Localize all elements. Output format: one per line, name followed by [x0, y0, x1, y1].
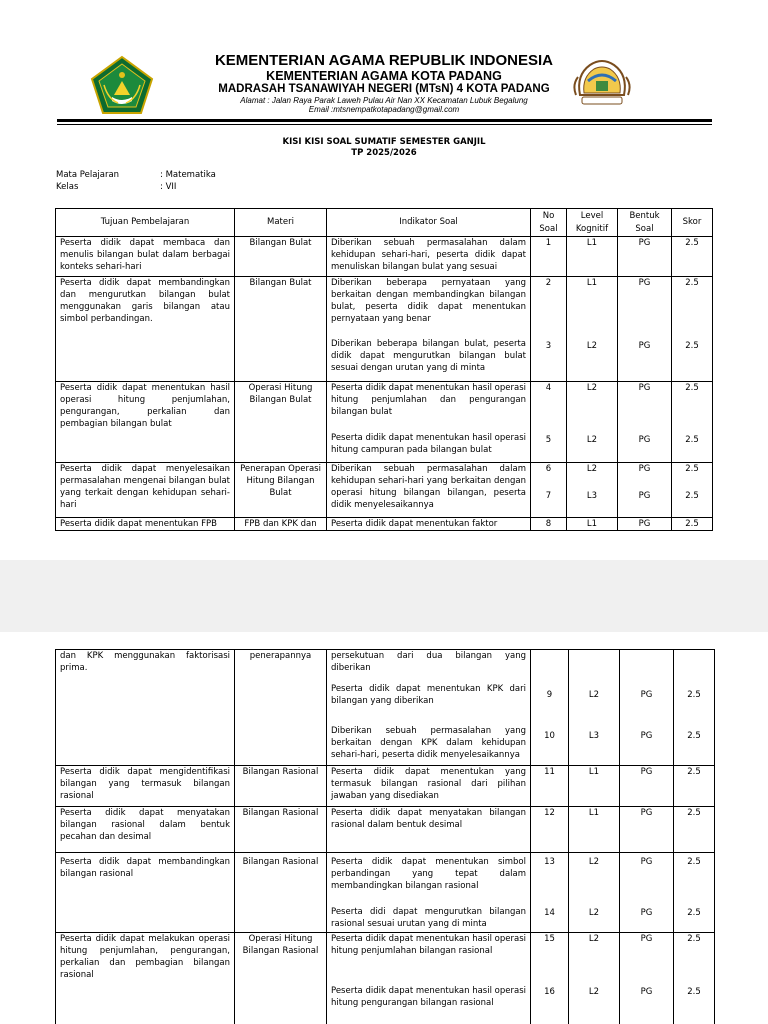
no-item — [535, 650, 564, 689]
letterhead-line-2: KEMENTERIAN AGAMA KOTA PADANG — [266, 69, 502, 83]
cell-level: L1 — [567, 237, 618, 277]
cell-level: L1 — [567, 518, 618, 531]
cell-skor — [674, 650, 715, 766]
cell-no — [531, 933, 569, 1024]
cell-indikator: Peserta didik dapat menyatakan bilangan rasional dalam bentuk desimal — [327, 807, 531, 853]
cell-skor: 2.5 — [672, 237, 713, 277]
indikator-item: Diberikan beberapa bilangan bulat, peserta didik dapat mengurutkan bilangan bulat sesuai dengan urutan yang di minta — [331, 339, 526, 374]
cell-materi: Bilangan Rasional — [235, 807, 327, 853]
document-page-2 — [0, 632, 768, 1024]
table-row — [56, 382, 713, 463]
table-row — [56, 518, 713, 531]
cell-materi: Operasi Hitung Bilangan Bulat — [235, 382, 327, 463]
cell-materi: Penerapan Operasi Hitung Bilangan Bulat — [235, 463, 327, 518]
cell-materi: Bilangan Bulat — [235, 277, 327, 382]
skor-item: 2.5 — [685, 383, 699, 393]
no-item: 5 — [545, 435, 552, 445]
meta-subject — [56, 170, 356, 182]
table-row — [56, 650, 715, 766]
level-item: L2 — [588, 690, 600, 700]
header-materi: Materi — [235, 209, 327, 237]
indikator-item: Peserta didik dapat menentukan hasil operasi hitung campuran pada bilangan bulat — [331, 433, 526, 456]
level-item: L2 — [588, 987, 600, 997]
table-row — [56, 853, 715, 933]
table-row — [56, 807, 715, 853]
cell-skor: 2.5 — [672, 518, 713, 531]
cell-bentuk — [618, 277, 672, 382]
table-row — [56, 766, 715, 807]
cell-skor — [672, 277, 713, 382]
indikator-item: Diberikan beberapa pernyataan yang berkaitan dengan membandingkan bilangan bulat, peserta didik dapat menentukan pernyataan yang benar — [331, 278, 526, 325]
level-item: L2 — [586, 383, 598, 393]
meta-subject-value: : Matematika — [160, 170, 216, 180]
letterhead-line-3: MADRASAH TSANAWIYAH NEGERI (MTsN) 4 KOTA PADANG — [218, 83, 550, 95]
skor-item: 2.5 — [685, 435, 699, 445]
level-item — [573, 650, 615, 689]
letterhead-rule-thick — [57, 119, 712, 122]
skor-item: 2.5 — [685, 464, 699, 474]
bentuk-item: PG — [638, 435, 651, 445]
level-item: L2 — [588, 934, 600, 944]
cell-tujuan: Peserta didik dapat membaca dan menulis bilangan bulat dalam berbagai konteks sehari-hari — [56, 237, 235, 277]
cell-indikator: Peserta didik dapat menentukan faktor — [327, 518, 531, 531]
cell-indikator — [327, 933, 531, 1024]
level-item: L2 — [588, 908, 600, 918]
cell-tujuan: Peserta didik dapat menentukan hasil operasi hitung penjumlahan, pengurangan, perkalian dan pembagian bilangan bulat — [56, 382, 235, 463]
letterhead — [0, 0, 768, 130]
header-bentuk: Bentuk Soal — [618, 209, 672, 237]
no-item: 16 — [544, 987, 555, 997]
cell-skor: 2.5 — [674, 807, 715, 853]
bentuk-item: PG — [638, 341, 651, 351]
skor-item: 2.5 — [687, 908, 701, 918]
cell-skor: 2.5 — [674, 766, 715, 807]
cell-bentuk: PG — [618, 237, 672, 277]
cell-bentuk — [618, 382, 672, 463]
bentuk-item: PG — [638, 383, 651, 393]
header-no: No Soal — [531, 209, 567, 237]
cell-bentuk — [620, 650, 674, 766]
bentuk-item: PG — [638, 491, 651, 501]
cell-no — [531, 853, 569, 933]
bentuk-item: PG — [640, 857, 653, 867]
table-row — [56, 463, 713, 518]
cell-indikator — [327, 277, 531, 382]
cell-bentuk — [620, 853, 674, 933]
bentuk-item: PG — [638, 278, 651, 288]
kisi-table-page-1 — [55, 208, 713, 531]
cell-indikator — [327, 853, 531, 933]
level-item: L2 — [588, 857, 600, 867]
no-item: 7 — [545, 491, 552, 501]
meta-class-label: Kelas — [56, 182, 79, 192]
level-item: L2 — [586, 435, 598, 445]
no-item: 9 — [546, 690, 553, 700]
level-item: L1 — [586, 278, 598, 288]
indikator-item: Diberikan sebuah permasalahan yang berkaitan dengan KPK dalam kehidupan sehari-hari, peserta didik menyelesaikannya — [331, 726, 526, 761]
cell-materi: Bilangan Bulat — [235, 237, 327, 277]
indikator-item: persekutuan dari dua bilangan yang diberikan — [331, 651, 526, 674]
cell-level: L1 — [569, 807, 620, 853]
cell-no — [531, 277, 567, 382]
no-item: 14 — [544, 908, 555, 918]
bentuk-item: PG — [640, 731, 653, 741]
cell-indikator: Diberikan sebuah permasalahan dalam kehidupan sehari-hari, peserta didik dapat menuliskan bilangan bulat yang sesuai — [327, 237, 531, 277]
indikator-item: Peserta didi dapat mengurutkan bilangan rasional sesuai urutan yang di minta — [331, 907, 526, 930]
cell-level — [569, 650, 620, 766]
no-item: 4 — [545, 383, 552, 393]
header-tujuan: Tujuan Pembelajaran — [56, 209, 235, 237]
table-row — [56, 237, 713, 277]
skor-item — [678, 650, 710, 689]
meta-class-value: : VII — [160, 182, 177, 192]
cell-no: 12 — [531, 807, 569, 853]
cell-tujuan: dan KPK menggunakan faktorisasi prima. — [56, 650, 235, 766]
cell-materi: Bilangan Rasional — [235, 853, 327, 933]
skor-item: 2.5 — [687, 857, 701, 867]
skor-item: 2.5 — [687, 987, 701, 997]
cell-indikator: Diberikan sebuah permasalahan dalam kehidupan sehari-hari yang berkaitan dengan operasi hitung bilangan bilangan, peserta didik menyelesaikannya — [327, 463, 531, 518]
no-item: 2 — [545, 278, 552, 288]
cell-tujuan: Peserta didik dapat mengidentifikasi bilangan yang termasuk bilangan rasional — [56, 766, 235, 807]
cell-bentuk: PG — [620, 766, 674, 807]
letterhead-email: Email :mtsnempatkotapadang@gmail.com — [308, 105, 460, 114]
cell-level — [567, 463, 618, 518]
cell-indikator: Peserta didik dapat menentukan yang termasuk bilangan rasional dari pilihan jawaban yang disediakan — [327, 766, 531, 807]
cell-tujuan: Peserta didik dapat menyatakan bilangan rasional dalam bentuk pecahan dan desimal — [56, 807, 235, 853]
document-year: TP 2025/2026 — [351, 148, 417, 158]
cell-bentuk: PG — [618, 518, 672, 531]
skor-item: 2.5 — [687, 731, 701, 741]
cell-bentuk: PG — [620, 807, 674, 853]
level-item: L3 — [586, 491, 598, 501]
kisi-table-page-2 — [55, 649, 715, 1024]
bentuk-item: PG — [640, 690, 653, 700]
cell-tujuan: Peserta didik dapat menentukan FPB — [56, 518, 235, 531]
cell-skor — [672, 463, 713, 518]
cell-no: 8 — [531, 518, 567, 531]
table-row — [56, 933, 715, 1024]
indikator-item: Peserta didik dapat menentukan hasil operasi hitung penjumlahan dan pengurangan bilangan bulat — [331, 383, 526, 418]
no-item: 13 — [544, 857, 555, 867]
indikator-item: Peserta didik dapat menentukan hasil operasi hitung pengurangan bilangan rasional — [331, 986, 526, 1009]
header-indikator: Indikator Soal — [327, 209, 531, 237]
no-item: 10 — [544, 731, 555, 741]
cell-no — [531, 382, 567, 463]
indikator-item: Peserta didik dapat menentukan KPK dari bilangan yang diberikan — [331, 684, 526, 707]
cell-skor — [672, 382, 713, 463]
header-level: Level Kognitif — [567, 209, 618, 237]
cell-level — [567, 382, 618, 463]
meta-subject-label: Mata Pelajaran — [56, 170, 120, 180]
table-header-row — [56, 209, 713, 237]
bentuk-item: PG — [640, 987, 653, 997]
meta-class — [56, 182, 356, 194]
no-item: 6 — [545, 464, 552, 474]
cell-tujuan: Peserta didik dapat membandingkan dan mengurutkan bilangan bulat menggunakan garis bilangan atau simbol perbandingan. — [56, 277, 235, 382]
no-item: 3 — [545, 341, 552, 351]
cell-no — [531, 650, 569, 766]
letterhead-line-1: KEMENTERIAN AGAMA REPUBLIK INDONESIA — [214, 52, 554, 69]
bentuk-item: PG — [640, 908, 653, 918]
skor-item: 2.5 — [687, 690, 701, 700]
level-item: L3 — [588, 731, 600, 741]
cell-indikator — [327, 382, 531, 463]
cell-indikator — [327, 650, 531, 766]
cell-no: 1 — [531, 237, 567, 277]
letterhead-address: Alamat : Jalan Raya Parak Laweh Pulau Air Nan XX Kecamatan Lubuk Begalung — [240, 96, 528, 105]
cell-level — [567, 277, 618, 382]
cell-skor — [674, 933, 715, 1024]
cell-materi: Operasi Hitung Bilangan Rasional — [235, 933, 327, 1024]
cell-bentuk — [618, 463, 672, 518]
cell-level — [569, 933, 620, 1024]
cell-no — [531, 463, 567, 518]
cell-tujuan: Peserta didik dapat melakukan operasi hitung penjumlahan, pengurangan, perkalian dan pembagian bilangan rasional — [56, 933, 235, 1024]
header-skor: Skor — [672, 209, 713, 237]
document-title: KISI KISI SOAL SUMATIF SEMESTER GANJIL — [282, 137, 486, 147]
bentuk-item — [624, 650, 669, 689]
cell-tujuan: Peserta didik dapat membandingkan bilangan rasional — [56, 853, 235, 933]
level-item: L2 — [586, 464, 598, 474]
skor-item: 2.5 — [685, 341, 699, 351]
level-item: L2 — [586, 341, 598, 351]
letterhead-rule-thin — [57, 124, 712, 125]
cell-level: L1 — [569, 766, 620, 807]
bentuk-item: PG — [640, 934, 653, 944]
skor-item: 2.5 — [685, 278, 699, 288]
indikator-item: Peserta didik dapat menentukan hasil operasi hitung penjumlahan bilangan rasional — [331, 934, 526, 957]
skor-item: 2.5 — [685, 491, 699, 501]
cell-bentuk — [620, 933, 674, 1024]
cell-tujuan: Peserta didik dapat menyelesaikan permasalahan mengenai bilangan bulat yang terkait dengan kehidupan sehari-hari — [56, 463, 235, 518]
indikator-item: Peserta didik dapat menentukan simbol perbandingan yang tepat dalam membandingkan bilangan rasional — [331, 857, 526, 892]
cell-materi: Bilangan Rasional — [235, 766, 327, 807]
table-row — [56, 277, 713, 382]
bentuk-item: PG — [638, 464, 651, 474]
cell-materi: penerapannya — [235, 650, 327, 766]
cell-skor — [674, 853, 715, 933]
no-item: 15 — [544, 934, 555, 944]
cell-materi: FPB dan KPK dan — [235, 518, 327, 531]
skor-item: 2.5 — [687, 934, 701, 944]
cell-level — [569, 853, 620, 933]
cell-no: 11 — [531, 766, 569, 807]
